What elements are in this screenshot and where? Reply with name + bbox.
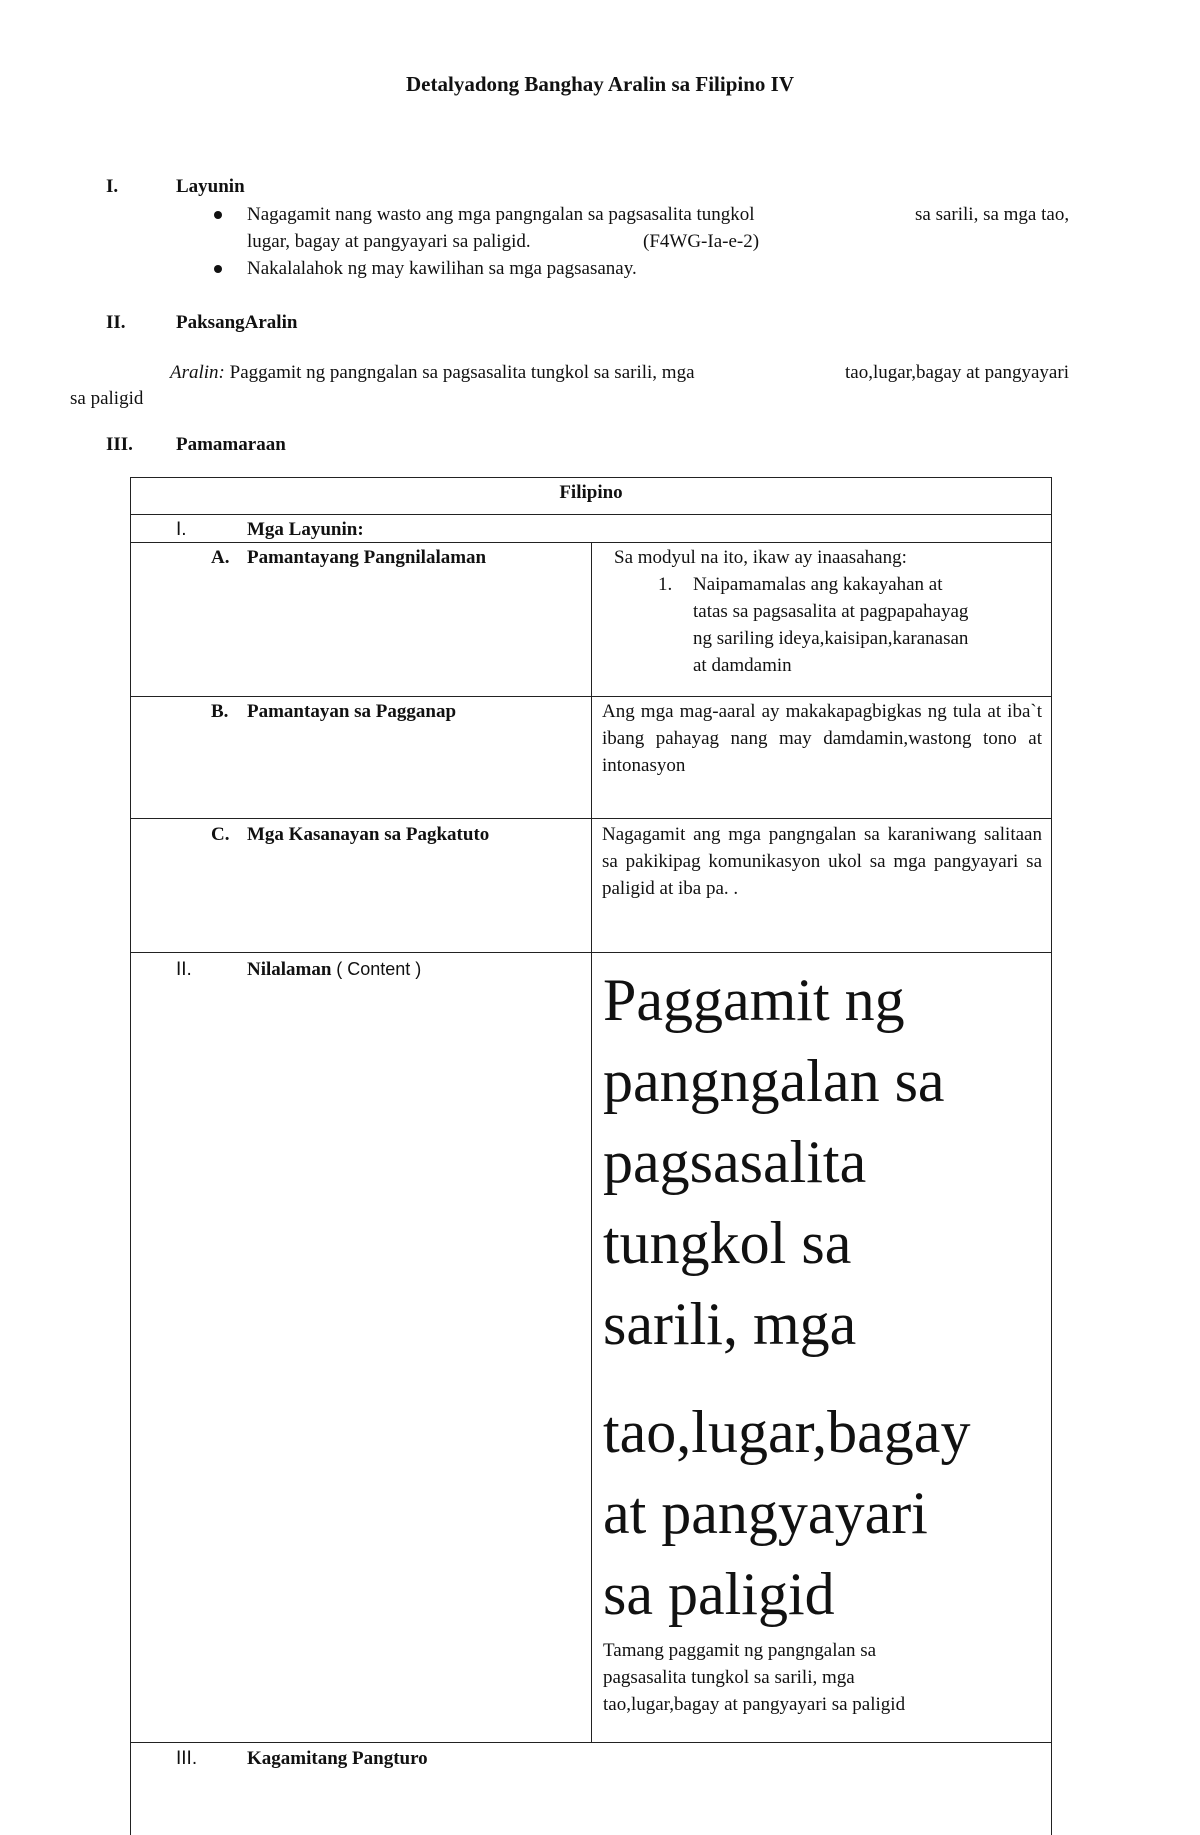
content-big-line: tungkol sa xyxy=(603,1210,852,1276)
section-2-heading: PaksangAralin xyxy=(176,312,298,333)
bullet-icon xyxy=(214,265,222,273)
row-layunin-number: I. xyxy=(176,519,187,540)
section-3-number: III. xyxy=(106,434,133,455)
table-divider xyxy=(130,1742,1052,1743)
row-nilalaman-label: Nilalaman xyxy=(247,959,332,980)
table-divider xyxy=(130,514,1052,515)
objective-1-line-1-end: sa sarili, sa mga tao, xyxy=(915,204,1070,225)
content-big-line: at pangyayari xyxy=(603,1480,928,1546)
section-2-number: II. xyxy=(106,312,126,333)
row-a-item-number: 1. xyxy=(658,574,673,595)
section-1-heading: Layunin xyxy=(176,176,245,197)
content-small-line: tao,lugar,bagay at pangyayari sa paligid xyxy=(603,1694,906,1715)
table-right-border xyxy=(1051,477,1052,1835)
row-a-item-line: Naipamamalas ang kakayahan at xyxy=(693,574,943,595)
row-b-letter: B. xyxy=(211,701,229,722)
content-small-line: pagsasalita tungkol sa sarili, mga xyxy=(603,1667,855,1688)
row-a-item-line: ng sariling ideya,kaisipan,karanasan xyxy=(693,628,969,649)
section-3-heading: Pamamaraan xyxy=(176,434,286,455)
row-layunin-label: Mga Layunin: xyxy=(247,519,364,540)
row-kagamitan-number: III. xyxy=(176,1748,198,1769)
table-column-divider xyxy=(591,542,592,1742)
table-divider xyxy=(130,818,1052,819)
aralin-line-1 xyxy=(170,360,695,385)
aralin-text: Paggamit ng pangngalan sa pagsasalita tungkol sa sarili, mga xyxy=(229,362,695,383)
table-divider xyxy=(130,952,1052,953)
table-left-border xyxy=(130,477,131,1835)
objective-2: Nakalalahok ng may kawilihan sa mga pagsasanay. xyxy=(247,258,637,279)
content-big-line: sa paligid xyxy=(603,1561,835,1627)
objective-1-code: (F4WG-Ia-e-2) xyxy=(643,231,760,252)
table-header: Filipino xyxy=(559,482,623,503)
content-big-line: pagsasalita xyxy=(603,1129,867,1195)
objective-1-line-2: lugar, bagay at pangyayari sa paligid. xyxy=(247,231,531,252)
row-nilalaman-suffix: ( Content ) xyxy=(336,959,422,979)
aralin-line-1-end: tao,lugar,bagay at pangyayari xyxy=(845,362,1069,383)
row-a-item-line: tatas sa pagsasalita at pagpapahayag xyxy=(693,601,969,622)
row-c-letter: C. xyxy=(211,824,230,845)
objective-1-line-1: Nagagamit nang wasto ang mga pangngalan sa pagsasalita tungkol xyxy=(247,204,755,225)
row-a-intro: Sa modyul na ito, ikaw ay inaasahang: xyxy=(614,547,907,568)
section-1-number: I. xyxy=(106,176,119,197)
bullet-icon xyxy=(214,211,222,219)
row-a-letter: A. xyxy=(211,547,230,568)
row-c-text: Nagagamit ang mga pangngalan sa karaniwang salitaan sa pakikipag komunikasyon ukol sa mga pangyayari sa paligid at iba pa. . xyxy=(602,824,1042,899)
content-big-line: Paggamit ng xyxy=(603,967,905,1033)
content-big-line: sarili, mga xyxy=(603,1291,857,1357)
content-big-line: tao,lugar,bagay xyxy=(603,1399,971,1465)
row-kagamitan-label: Kagamitang Pangturo xyxy=(247,1748,428,1769)
row-a-item-line: at damdamin xyxy=(693,655,792,676)
content-big-line: pangngalan sa xyxy=(603,1048,945,1114)
row-b-text: Ang mga mag-aaral ay makakapagbigkas ng tula at iba`t ibang pahayag nang may damdamin,wastong tono at intonasyon xyxy=(602,701,1042,776)
table-top-border xyxy=(130,477,1052,478)
row-c-label: Mga Kasanayan sa Pagkatuto xyxy=(247,824,490,845)
row-b-label: Pamantayan sa Pagganap xyxy=(247,701,457,722)
aralin-line-2: sa paligid xyxy=(70,388,144,409)
content-small-line: Tamang paggamit ng pangngalan sa xyxy=(603,1640,877,1661)
table-divider xyxy=(130,696,1052,697)
row-nilalaman-heading xyxy=(247,956,421,983)
aralin-label: Aralin: xyxy=(170,362,225,383)
row-nilalaman-number: II. xyxy=(176,959,192,980)
row-a-label: Pamantayang Pangnilalaman xyxy=(247,547,487,568)
document-title: Detalyadong Banghay Aralin sa Filipino IV xyxy=(406,72,794,96)
